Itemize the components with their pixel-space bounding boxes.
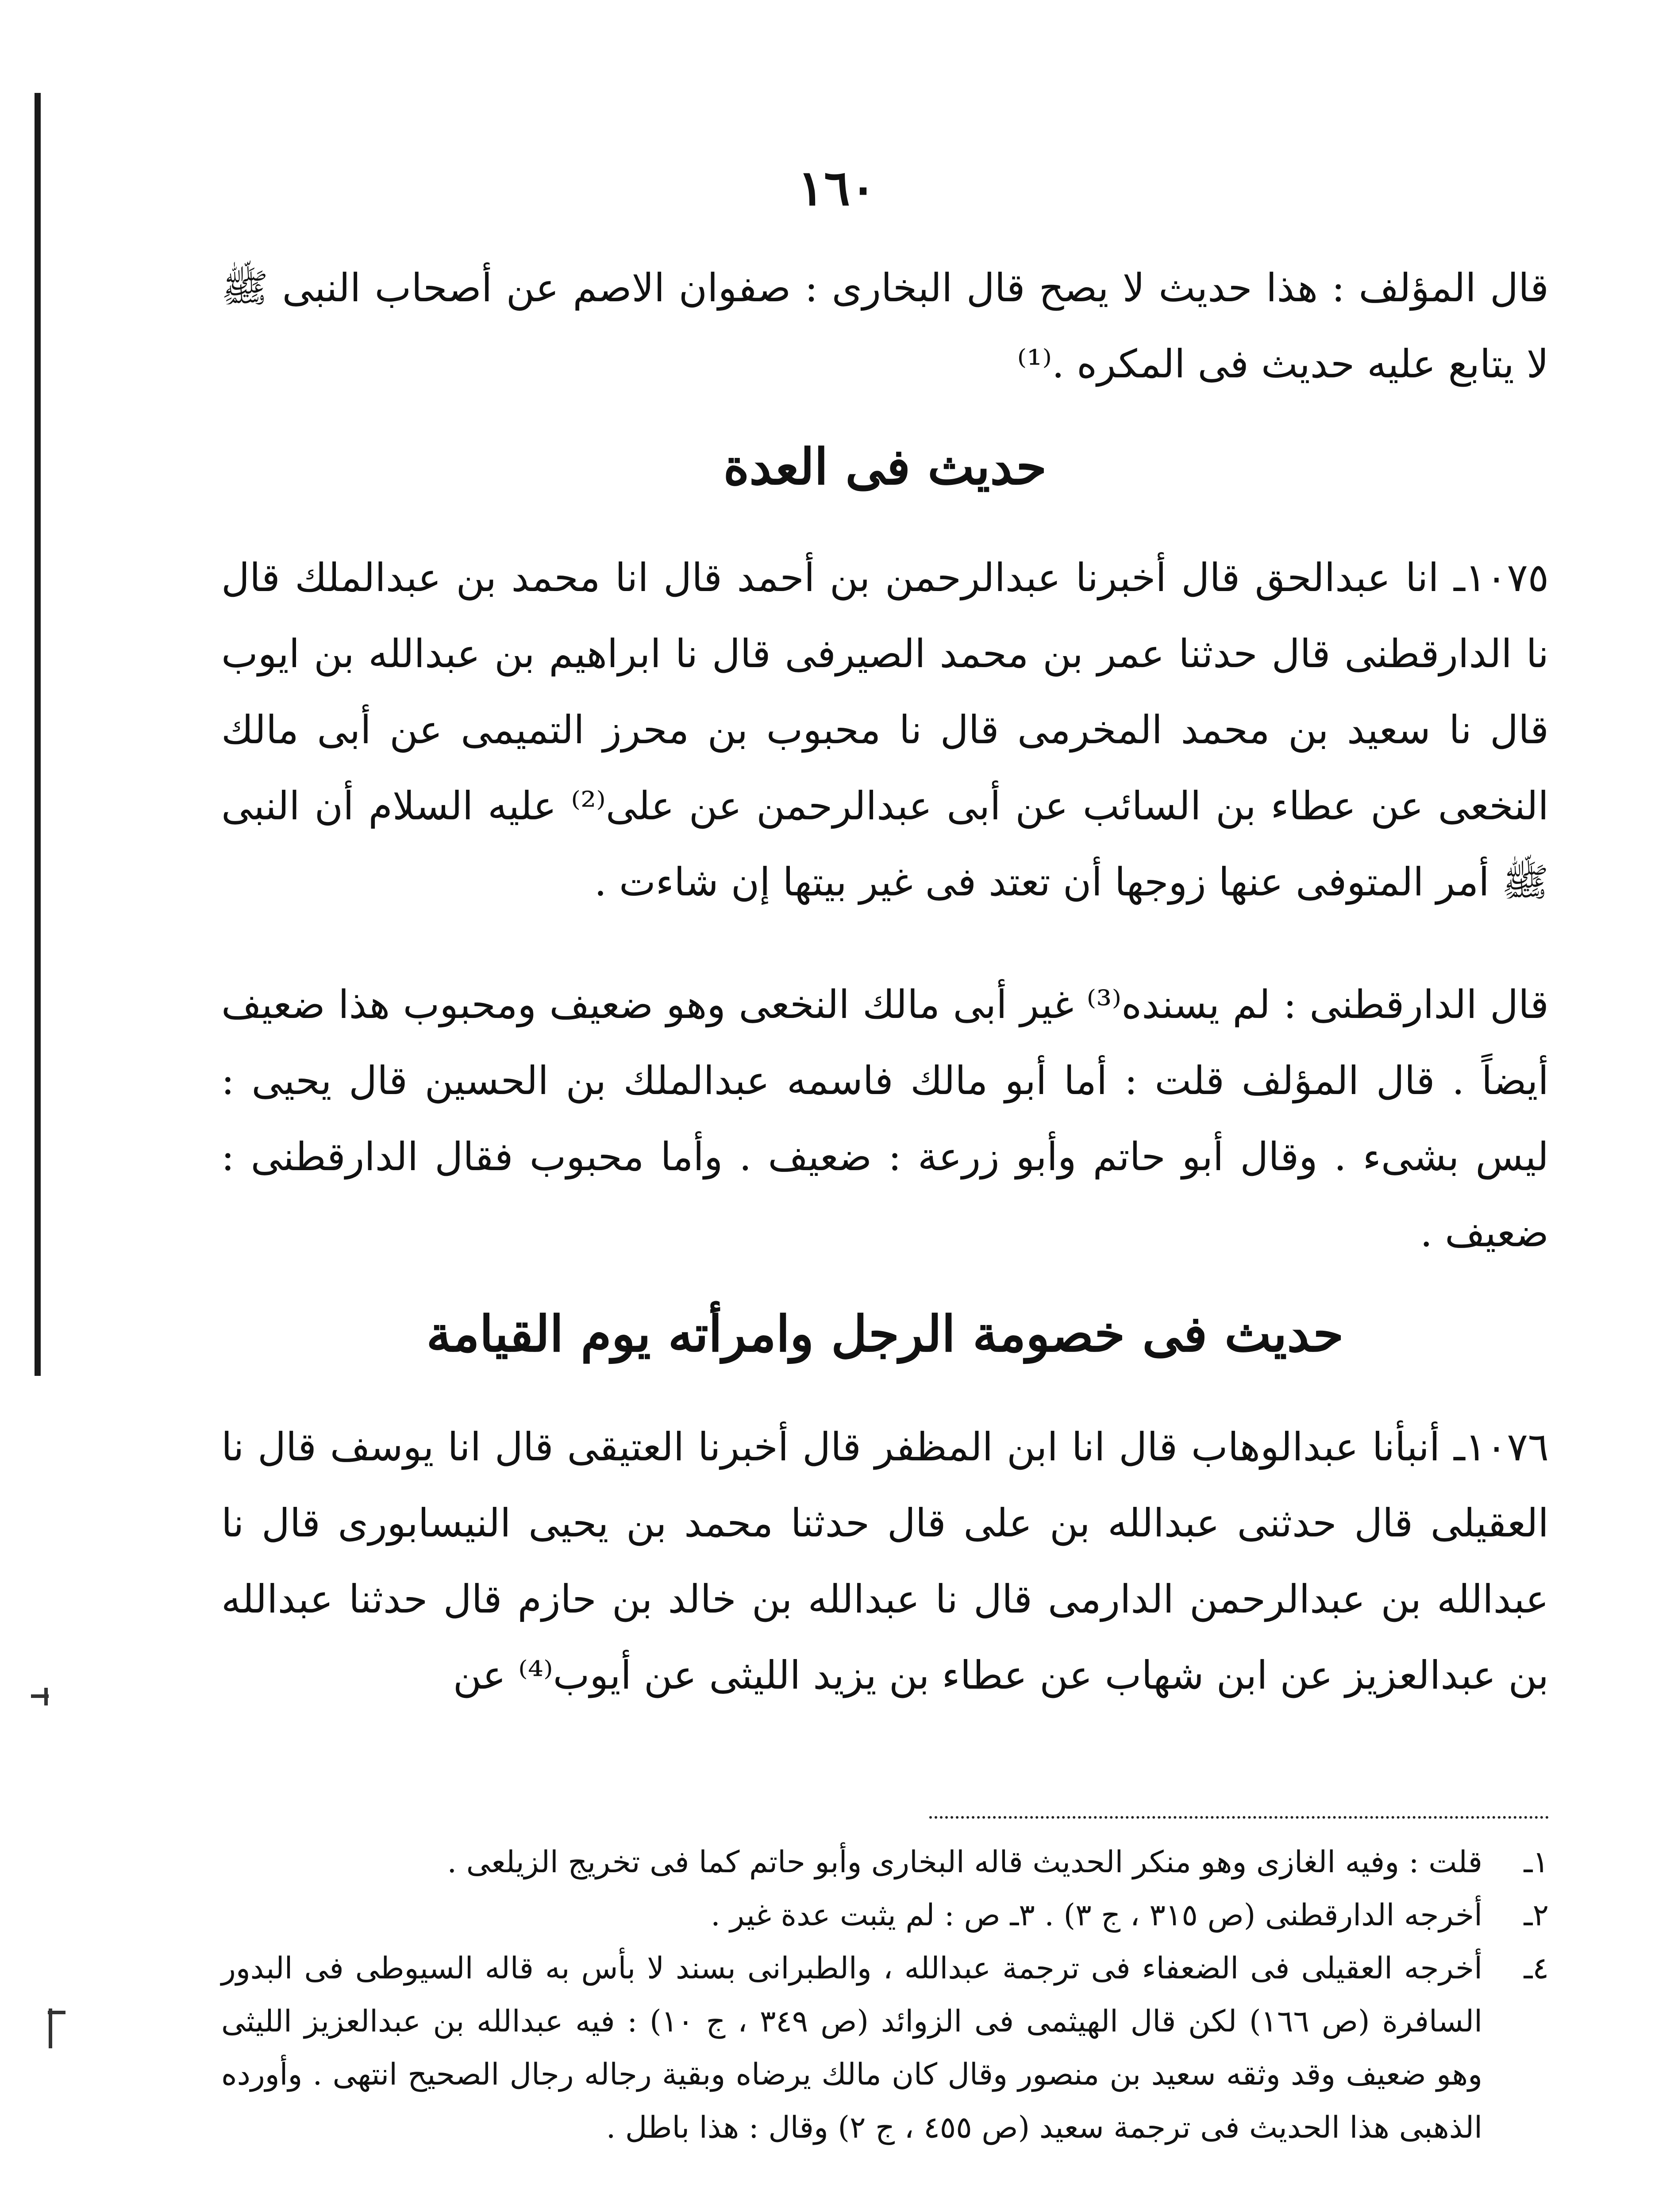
footnote-number: ٤ـ: [1524, 1951, 1549, 1986]
footnote-number: ٢ـ: [1524, 1898, 1549, 1933]
footnote-text: أخرجه العقيلى فى الضعفاء فى ترجمة عبدالله ، والطبرانى بسند لا بأس به قاله السيوطى فى البدور السافرة (ص ١٦٦) لكن قال الهيثمى فى الزوائد (ص ٣٤٩ ، ج ١٠) : فيه عبدالله بن عبدالعزيز الليثى وهو ضعيف وقد وثقه سعيد بن منصور وقال كان مالك يرضاه وبقية رجاله رجال الصحيح انتهى . وأورده الذهبى هذا الحديث فى ترجمة سعيد (ص ٤٥٥ ، ج ٢) وقال : هذا باطل .: [221, 1951, 1483, 2145]
hadith-1075: ١٠٧٥ـ انا عبدالحق قال أخبرنا عبدالرحمن بن أحمد قال انا محمد بن عبدالملك قال نا الدارقطنى قال حدثنا عمر بن محمد الصيرفى قال نا ابراهيم بن عبدالله بن ايوب قال نا سعيد بن محمد المخرمى قال نا محبوب بن محرز التميمى عن أبى مالك النخعى عن عطاء بن السائب عن أبى عبدالرحمن عن على⁽²⁾ عليه السلام أن النبى ﷺ أمر المتوفى عنها زوجها أن تعتد فى غير بيتها إن شاءت .: [221, 555, 1549, 905]
section-heading-dispute: حديث فى خصومة الرجل وامرأته يوم القيامة: [426, 1305, 1344, 1363]
binding-edge-mark: [35, 93, 41, 1376]
page-number: ١٦٠: [797, 159, 877, 216]
margin-tick: [49, 2008, 52, 2048]
footnote-text: أخرجه الدارقطنى (ص ٣١٥ ، ج ٣) . ٣ـ ص : لم يثبت عدة غير .: [711, 1898, 1482, 1933]
commentary-1075: قال الدارقطنى : لم يسنده⁽³⁾ غير أبى مالك النخعى وهو ضعيف ومحبوب هذا ضعيف أيضاً . قال المؤلف قلت : أما أبو مالك فاسمه عبدالملك بن الحسين قال يحيى : ليس بشىء . وقال أبو حاتم وأبو زرعة : ضعيف . وأما محبوب فقال الدارقطنى : ضعيف .: [221, 982, 1549, 1256]
footnote-number: ١ـ: [1524, 1845, 1549, 1880]
footnote-separator: [929, 1816, 1549, 1819]
footnote: [221, 1889, 1549, 1942]
footnotes: [221, 1836, 1549, 2154]
margin-tick: [44, 1688, 48, 1705]
footnote: [221, 1836, 1549, 1889]
footnote-text: قلت : وفيه الغازى وهو منكر الحديث قاله البخارى وأبو حاتم كما فى تخريج الزيلعى .: [447, 1845, 1482, 1880]
section-heading-iddah: حديث فى العدة: [723, 438, 1047, 496]
footnote: [221, 1942, 1549, 2154]
hadith-1076: ١٠٧٦ـ أنبأنا عبدالوهاب قال انا ابن المظفر قال أخبرنا العتيقى قال انا يوسف قال نا العقيلى قال حدثنى عبدالله بن على قال حدثنا محمد بن يحيى النيسابورى قال نا عبدالله بن عبدالرحمن الدارمى قال نا عبدالله بن خالد بن حازم قال حدثنا عبدالله بن عبدالعزيز عن ابن شهاب عن عطاء بن يزيد الليثى عن أيوب⁽⁴⁾ عن: [221, 1424, 1549, 1698]
intro-paragraph: قال المؤلف : هذا حديث لا يصح قال البخارى : صفوان الاصم عن أصحاب النبى ﷺ لا يتابع عليه حديث فى المكره .⁽¹⁾: [221, 265, 1549, 387]
